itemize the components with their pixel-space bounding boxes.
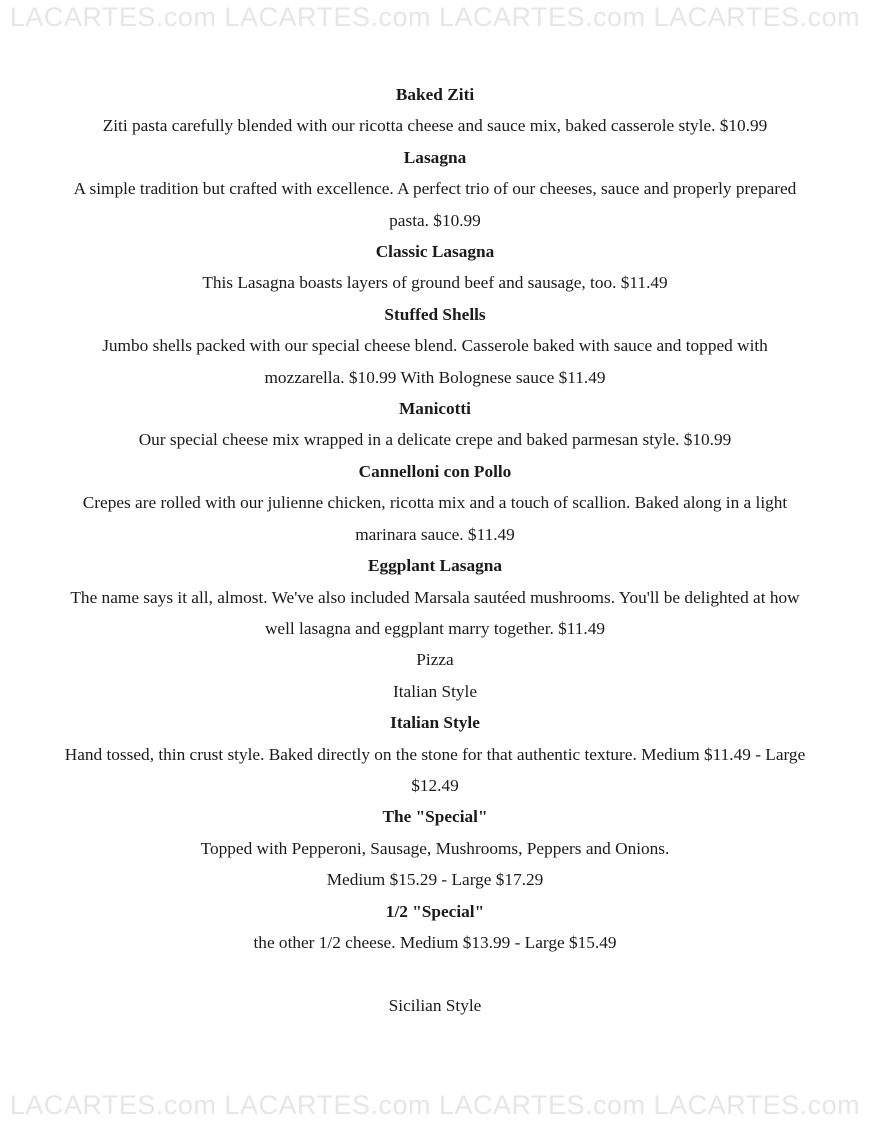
section-heading-italian-style: Italian Style	[393, 681, 477, 701]
item-name-the-special: The "Special"	[382, 807, 488, 827]
item-desc-eggplant-lasagna: The name says it all, almost. We've also included Marsala sautéed mushrooms. You'll be delighted at how well lasagna and eggplant marry together. $11.49	[70, 587, 800, 638]
section-heading-pizza: Pizza	[416, 650, 454, 670]
item-desc-stuffed-shells: Jumbo shells packed with our special cheese blend. Casserole baked with sauce and topped with mozzarella. $10.99 With Bolognese sauce $11.49	[102, 336, 768, 387]
watermark-top: LACARTES.com LACARTES.com LACARTES.com LACARTES.com	[9, 2, 861, 32]
item-name-cannelloni-con-pollo: Cannelloni con Pollo	[358, 461, 512, 481]
item-name-italian-style: Italian Style	[390, 713, 480, 733]
item-desc-the-special-line1: Topped with Pepperoni, Sausage, Mushrooms, Peppers and Onions.	[200, 838, 670, 858]
item-name-eggplant-lasagna: Eggplant Lasagna	[368, 556, 502, 576]
section-heading-sicilian-style: Sicilian Style	[388, 995, 482, 1015]
item-desc-cannelloni-con-pollo: Crepes are rolled with our julienne chicken, ricotta mix and a touch of scallion. Baked along in a light marinara sauce. $11.49	[82, 493, 788, 544]
item-desc-the-special-line2: Medium $15.29 - Large $17.29	[326, 870, 544, 890]
item-desc-classic-lasagna: This Lasagna boasts layers of ground beef and sausage, too. $11.49	[202, 273, 668, 293]
item-desc-half-special: the other 1/2 cheese. Medium $13.99 - Large $15.49	[253, 932, 617, 952]
item-name-lasagna: Lasagna	[403, 147, 467, 167]
item-name-manicotti: Manicotti	[399, 399, 471, 419]
item-name-stuffed-shells: Stuffed Shells	[384, 304, 486, 324]
item-name-classic-lasagna: Classic Lasagna	[375, 242, 495, 262]
watermark-bottom: LACARTES.com LACARTES.com LACARTES.com LACARTES.com	[9, 1090, 861, 1120]
item-desc-italian-style: Hand tossed, thin crust style. Baked directly on the stone for that authentic texture. Medium $11.49 - Large $12.49	[64, 744, 806, 795]
menu-content	[60, 79, 810, 1021]
item-desc-manicotti: Our special cheese mix wrapped in a delicate crepe and baked parmesan style. $10.99	[138, 430, 732, 450]
item-name-baked-ziti: Baked Ziti	[395, 85, 475, 104]
item-name-half-special: 1/2 "Special"	[385, 901, 485, 921]
item-desc-baked-ziti: Ziti pasta carefully blended with our ricotta cheese and sauce mix, baked casserole style. $10.99	[102, 116, 768, 136]
item-desc-lasagna: A simple tradition but crafted with excellence. A perfect trio of our cheeses, sauce and properly prepared pasta. $10.99	[73, 179, 797, 230]
